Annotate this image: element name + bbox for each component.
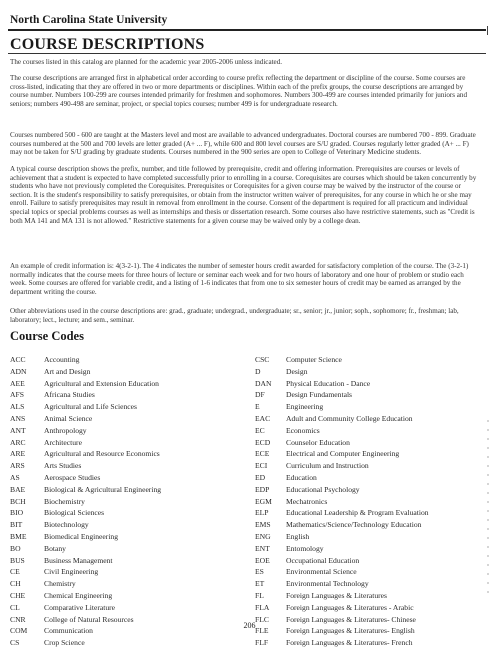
course-code-row — [10, 448, 240, 460]
course-code: ECD — [255, 437, 271, 447]
course-code-name: Environmental Technology — [286, 579, 369, 589]
course-codes-right-column — [255, 354, 485, 649]
course-code-row — [255, 425, 485, 437]
arrangement-paragraph: The course descriptions are arranged first in alphabetical order according to course prefix reflecting the department or discipline of the course. Some courses are cross-listed, indicating that they are offered in two or more departments or disciplines. Within each of the prefix groups, the course descriptions are arranged by course number. Numbers 100-299 are courses intended primarily for freshmen and sophomores. Numbers 300-499 are courses intended primarily for juniors and seniors; numbers 490-498 are seminar, project, or special topics courses; number 499 is for undergraduate research. — [10, 74, 468, 108]
course-code: ARE — [10, 449, 26, 459]
course-code-row — [10, 484, 240, 496]
course-code: ENT — [255, 543, 270, 553]
course-code: ET — [255, 579, 265, 589]
course-code-name: Foreign Languages & Literatures- Chinese — [286, 614, 416, 624]
course-code-row — [255, 460, 485, 472]
course-code-name: Educational Psychology — [286, 484, 360, 494]
course-code: ARS — [10, 461, 25, 471]
course-code-row — [255, 437, 485, 449]
section-rule — [8, 53, 486, 54]
course-code: CHE — [10, 590, 26, 600]
course-code: DF — [255, 390, 265, 400]
course-code-name: Art and Design — [44, 366, 91, 376]
course-code: FLF — [255, 638, 269, 648]
abbreviations-paragraph: Other abbreviations used in the course descriptions are: grad., graduate; undergrad., undergraduate; sr., senior; jr., junior; soph., sophomore; fr., freshman; lab, laboratory; lect., lecture; and sem., seminar. — [10, 307, 459, 324]
course-code: BO — [10, 543, 21, 553]
course-code: AFS — [10, 390, 24, 400]
course-code: DAN — [255, 378, 272, 388]
course-code-row — [255, 401, 485, 413]
course-code: AS — [10, 472, 20, 482]
course-code: EOE — [255, 555, 270, 565]
course-code-row — [10, 425, 240, 437]
course-code: ECI — [255, 461, 268, 471]
course-code-name: Agricultural and Life Sciences — [44, 402, 137, 412]
course-code: ELP — [255, 508, 269, 518]
course-code-row — [10, 437, 240, 449]
course-code-name: Anthropology — [44, 425, 87, 435]
course-code-row — [10, 389, 240, 401]
course-code: ARC — [10, 437, 26, 447]
course-codes-title: Course Codes — [10, 329, 84, 343]
course-code-name: Biomedical Engineering — [44, 531, 119, 541]
course-code: BCH — [10, 496, 26, 506]
course-code-row — [10, 543, 240, 555]
course-code: ENG — [255, 531, 271, 541]
course-code-row — [255, 484, 485, 496]
course-code: EGM — [255, 496, 272, 506]
course-code: EAC — [255, 413, 271, 423]
course-code-name: Engineering — [286, 402, 324, 412]
course-code-row — [10, 602, 240, 614]
course-code-row — [10, 637, 240, 649]
course-code: FLE — [255, 626, 269, 636]
course-code-name: Foreign Languages & Literatures — [286, 590, 388, 600]
course-code-row — [255, 507, 485, 519]
course-code-row — [10, 590, 240, 602]
course-code: CSC — [255, 355, 270, 364]
course-code-name: Biological Sciences — [44, 508, 105, 518]
course-code-name: Agricultural and Resource Economics — [44, 449, 160, 459]
course-code-name: Computer Science — [286, 355, 342, 364]
course-code: FLC — [255, 614, 269, 624]
course-code-name: Education — [286, 472, 317, 482]
course-code: D — [255, 366, 261, 376]
course-code-name: College of Natural Resources — [44, 614, 134, 624]
scan-margin-marks — [487, 420, 489, 600]
course-code: COM — [10, 626, 28, 636]
university-header: North Carolina State University — [10, 14, 168, 26]
course-code: CL — [10, 602, 20, 612]
course-code-name: Biological & Agricultural Engineering — [44, 484, 162, 494]
course-code-name: Biotechnology — [44, 520, 89, 530]
course-code-name: Chemistry — [44, 579, 76, 589]
course-code-name: Foreign Languages & Literatures- French — [286, 638, 413, 648]
course-code-row — [10, 566, 240, 578]
course-code-name: Architecture — [44, 437, 82, 447]
course-code: CE — [10, 567, 20, 577]
course-code: ALS — [10, 402, 25, 412]
course-code-name: Environmental Science — [286, 567, 357, 577]
course-code-row — [255, 578, 485, 590]
course-code-row — [255, 472, 485, 484]
course-code: BIO — [10, 508, 24, 518]
course-code-row — [10, 378, 240, 390]
course-code: EMS — [255, 520, 271, 530]
corner-mark — [487, 26, 488, 35]
course-code-name: Physical Education - Dance — [286, 378, 371, 388]
course-code-name: Curriculum and Instruction — [286, 461, 369, 471]
course-code-name: Counselor Education — [286, 437, 350, 447]
course-code-name: Business Management — [44, 555, 113, 565]
course-code: ANS — [10, 413, 26, 423]
course-code: AEE — [10, 378, 25, 388]
course-code-row — [255, 366, 485, 378]
course-code-name: Aerospace Studies — [44, 472, 101, 482]
course-code: ED — [255, 472, 266, 482]
course-code: EC — [255, 425, 265, 435]
course-code: CNR — [10, 614, 26, 624]
course-code-name: Communication — [44, 626, 93, 636]
course-code-name: Arts Studies — [44, 461, 82, 471]
course-code-name: Design Fundamentals — [286, 390, 353, 400]
course-code-name: Agricultural and Extension Education — [44, 378, 159, 388]
course-code: EDP — [255, 484, 270, 494]
course-code-name: Chemical Engineering — [44, 590, 113, 600]
course-code-name: Biochemistry — [44, 496, 85, 506]
course-code-name: Civil Engineering — [44, 567, 99, 577]
course-code-row — [255, 543, 485, 555]
course-code: CH — [10, 579, 21, 589]
course-code-row — [10, 401, 240, 413]
graduate-courses-paragraph: Courses numbered 500 - 600 are taught at the Masters level and most are available to advanced undergraduates. Doctoral courses are numbered 700 - 899. Graduate courses numbered at the 500 and 700 levels are letter graded (A+ ... F), while 600 and 800 level courses are S/U graded. Courses regularly letter graded (A+ ... F) may not be taken for S/U grading by graduate students. Courses numbered in the 900 series are open to College of Veterinary Medicine students. — [10, 131, 476, 157]
course-code: E — [255, 402, 260, 412]
course-code-row — [255, 413, 485, 425]
course-code: ACC — [10, 355, 26, 364]
course-code: BUS — [10, 555, 25, 565]
course-code-row — [10, 555, 240, 567]
course-code-name: Foreign Languages & Literatures - Arabic — [286, 602, 414, 612]
course-code: BME — [10, 531, 27, 541]
course-code-name: Crop Science — [44, 638, 85, 648]
course-code-row — [255, 354, 485, 366]
course-code-name: Adult and Community College Education — [286, 413, 413, 423]
course-code-row — [255, 531, 485, 543]
intro-paragraph: The courses listed in this catalog are planned for the academic year 2005-2006 unless indicated. — [10, 58, 283, 66]
course-code: ES — [255, 567, 264, 577]
course-code: CS — [10, 638, 20, 648]
course-code-name: Educational Leadership & Program Evaluation — [286, 508, 429, 518]
course-code-name: Foreign Languages & Literatures- English — [286, 626, 415, 636]
course-code-row — [10, 460, 240, 472]
credit-information-paragraph: An example of credit information is: 4(3-2-1). The 4 indicates the number of semester hours credit awarded for satisfactory completion of the course. The (3-2-1) normally indicates that the course meets for three hours of lecture or seminar each week and for two hours of laboratory and one hour of problem or studio each week. Some courses are offered for variable credit, and a listing of 1-6 indicates that from one to six semester hours of credit may be earned as arranged by the department writing the course. — [10, 262, 469, 296]
course-code-row — [10, 354, 240, 366]
course-code-row — [255, 637, 485, 649]
course-code-name: Mechatronics — [286, 496, 328, 506]
course-code-row — [255, 378, 485, 390]
course-code-name: Mathematics/Science/Technology Education — [286, 520, 422, 530]
course-code-name: Design — [286, 366, 308, 376]
course-code: ADN — [10, 366, 27, 376]
course-code-name: Entomology — [286, 543, 324, 553]
course-code-row — [10, 578, 240, 590]
header-rule — [8, 29, 486, 31]
course-code-row — [10, 531, 240, 543]
prerequisites-paragraph: A typical course description shows the prefix, number, and title followed by prerequisite, credit and offering information. Prerequisites are courses or levels of achievement that a student is expected to have completed successfully prior to enrolling in a course. Corequisites are courses which should be taken concurrently by students who have not previously completed the Corequisites. Prerequisites or Corequisites for a given course may be waived by the instructor of the course or section. It is the student's responsibility to satisfy prerequisites, or obtain from the instructor written waiver of prerequisites, for any course in which he or she may enroll. Failure to satisfy prerequisites may result in removal from enrollment in the course. Consent of the department is required for all practicum and individual special topics or special problems courses as well as internships and thesis or dissertation research. Some courses also have restrictive statements, such as "Credit is both MA 141 and MA 131 is not allowed." Restrictive statements for a given course may be waived only by a college dean. — [10, 165, 477, 225]
course-code-name: Animal Science — [44, 413, 93, 423]
course-code-name: Electrical and Computer Engineering — [286, 449, 400, 459]
course-code-row — [255, 566, 485, 578]
course-code-name: English — [286, 531, 310, 541]
course-code-row — [10, 366, 240, 378]
course-code: FLA — [255, 602, 270, 612]
section-title: COURSE DESCRIPTIONS — [10, 36, 205, 53]
course-code: FL — [255, 590, 264, 600]
page-number: 206 — [243, 621, 256, 630]
course-code-row — [255, 496, 485, 508]
course-code-row — [10, 496, 240, 508]
course-code: BIT — [10, 520, 23, 530]
course-code-row — [255, 389, 485, 401]
course-code-row — [10, 413, 240, 425]
course-code-row — [255, 519, 485, 531]
course-code-name: Africana Studies — [44, 390, 95, 400]
course-code: ECE — [255, 449, 270, 459]
course-codes-left-column — [10, 354, 240, 649]
course-code-name: Economics — [286, 425, 320, 435]
course-code-name: Comparative Literature — [44, 602, 116, 612]
course-code-row — [10, 519, 240, 531]
course-code-row — [255, 602, 485, 614]
course-code-row — [255, 448, 485, 460]
course-code-name: Occupational Education — [286, 555, 360, 565]
course-code: ANT — [10, 425, 26, 435]
course-code: BAE — [10, 484, 26, 494]
course-code-row — [10, 507, 240, 519]
course-code-name: Botany — [44, 543, 66, 553]
course-code-row — [10, 472, 240, 484]
course-code-name: Accounting — [44, 355, 80, 364]
course-code-row — [255, 590, 485, 602]
course-code-row — [255, 555, 485, 567]
